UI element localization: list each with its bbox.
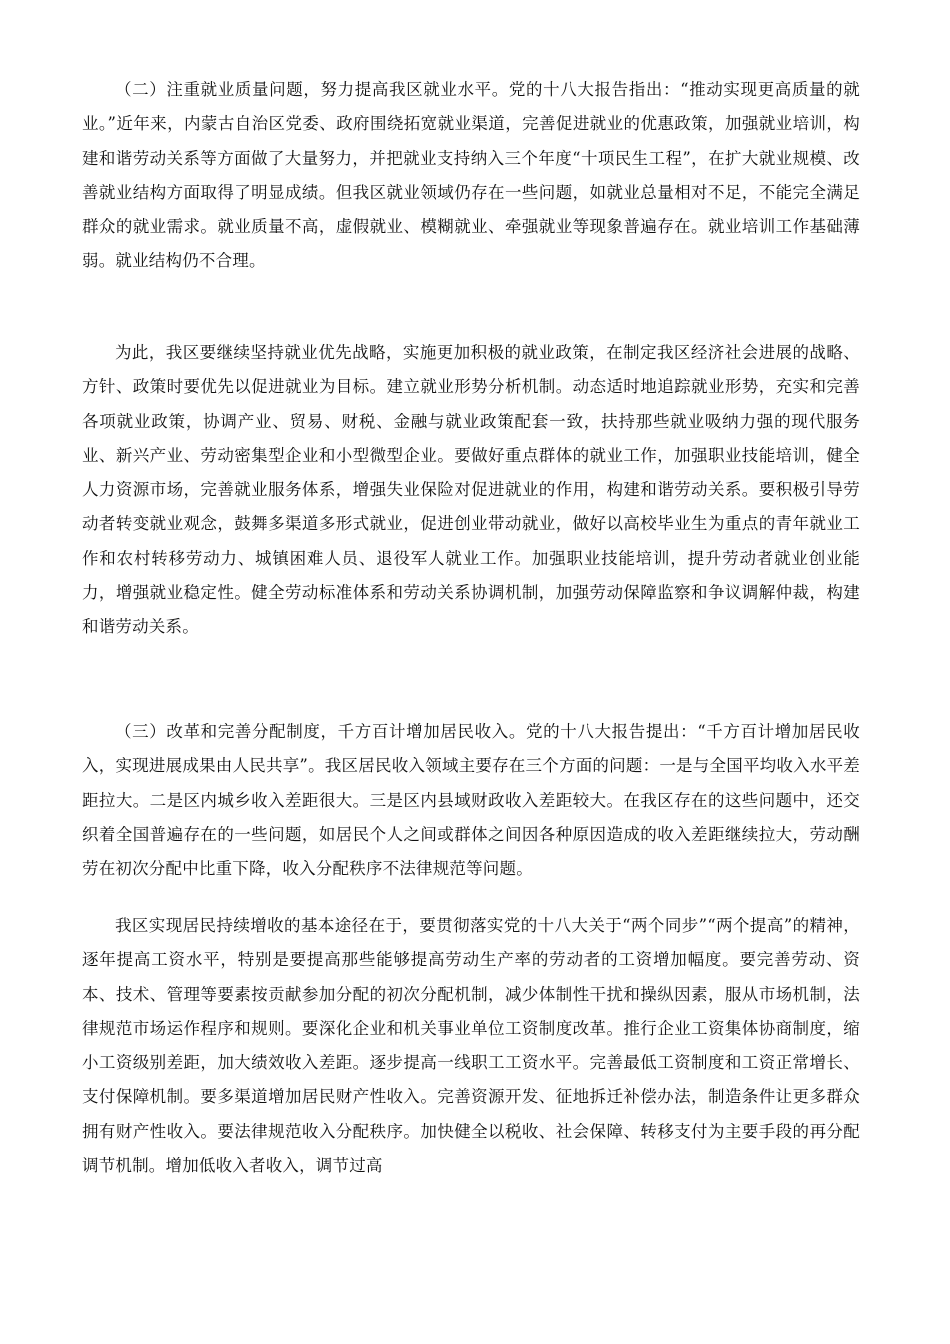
paragraph-employment-measures: 为此，我区要继续坚持就业优先战略，实施更加积极的就业政策，在制定我区经济社会进展的战略、方针、政策时要优先以促进就业为目标。建立就业形势分析机制。动态适时地追踪就业形势，充实和完善各项就业政策，协调产业、贸易、财税、金融与就业政策配套一致，扶持那些就业吸纳力强的现代服务业、新兴产业、劳动密集型企业和小型微型企业。要做好重点群体的就业工作，加强职业技能培训，健全人力资源市场，完善就业服务体系，增强失业保险对促进就业的作用，构建和谐劳动关系。要积极引导劳动者转变就业观念，鼓舞多渠道多形式就业，促进创业带动就业，做好以高校毕业生为重点的青年就业工作和农村转移劳动力、城镇困难人员、退役军人就业工作。加强职业技能培训，提升劳动者就业创业能力，增强就业稳定性。健全劳动标准体系和劳动关系协调机制，加强劳动保障监察和争议调解仲裁，构建和谐劳动关系。 [82, 343, 860, 637]
paragraph-income-growth: 我区实现居民持续增收的基本途径在于，要贯彻落实党的十八大关于“两个同步”“两个提高”的精神，逐年提高工资水平，特别是要提高那些能够提高劳动生产率的劳动者的工资增加幅度。要完善劳动、资本、技术、管理等要素按贡献参加分配的初次分配机制，减少体制性干扰和操纵因素，服从市场机制，法律规范市场运作程序和规则。要深化企业和机关事业单位工资制度改革。推行企业工资集体协商制度，缩小工资级别差距，加大绩效收入差距。逐步提高一线职工工资水平。完善最低工资制度和工资正常增长、支付保障机制。要多渠道增加居民财产性收入。完善资源开发、征地拆迁补偿办法，制造条件让更多群众拥有财产性收入。要法律规范收入分配秩序。加快健全以税收、社会保障、转移支付为主要手段的再分配调节机制。增加低收入者收入，调节过高 [82, 916, 860, 1176]
paragraph-distribution-reform: （三）改革和完善分配制度，千方百计增加居民收入。党的十八大报告提出：“千方百计增加居民收入，实现进展成果由人民共享”。我区居民收入领域主要存在三个方面的问题：一是与全国平均收入水平差距拉大。二是区内城乡收入差距很大。三是区内县域财政收入差距较大。在我区存在的这些问题中，还交织着全国普遍存在的一些问题，如居民个人之间或群体之间因各种原因造成的收入差距继续拉大，劳动酬劳在初次分配中比重下降，收入分配秩序不法律规范等问题。 [82, 722, 860, 879]
paragraph-employment-quality: （二）注重就业质量问题，努力提高我区就业水平。党的十八大报告指出：“推动实现更高质量的就业。”近年来，内蒙古自治区党委、政府围绕拓宽就业渠道，完善促进就业的优惠政策，加强就业培训，构建和谐劳动关系等方面做了大量努力，并把就业支持纳入三个年度“十项民生工程”，在扩大就业规模、改善就业结构方面取得了明显成绩。但我区就业领域仍存在一些问题，如就业总量相对不足，不能完全满足群众的就业需求。就业质量不高，虚假就业、模糊就业、牵强就业等现象普遍存在。就业培训工作基础薄弱。就业结构仍不合理。 [82, 80, 860, 271]
